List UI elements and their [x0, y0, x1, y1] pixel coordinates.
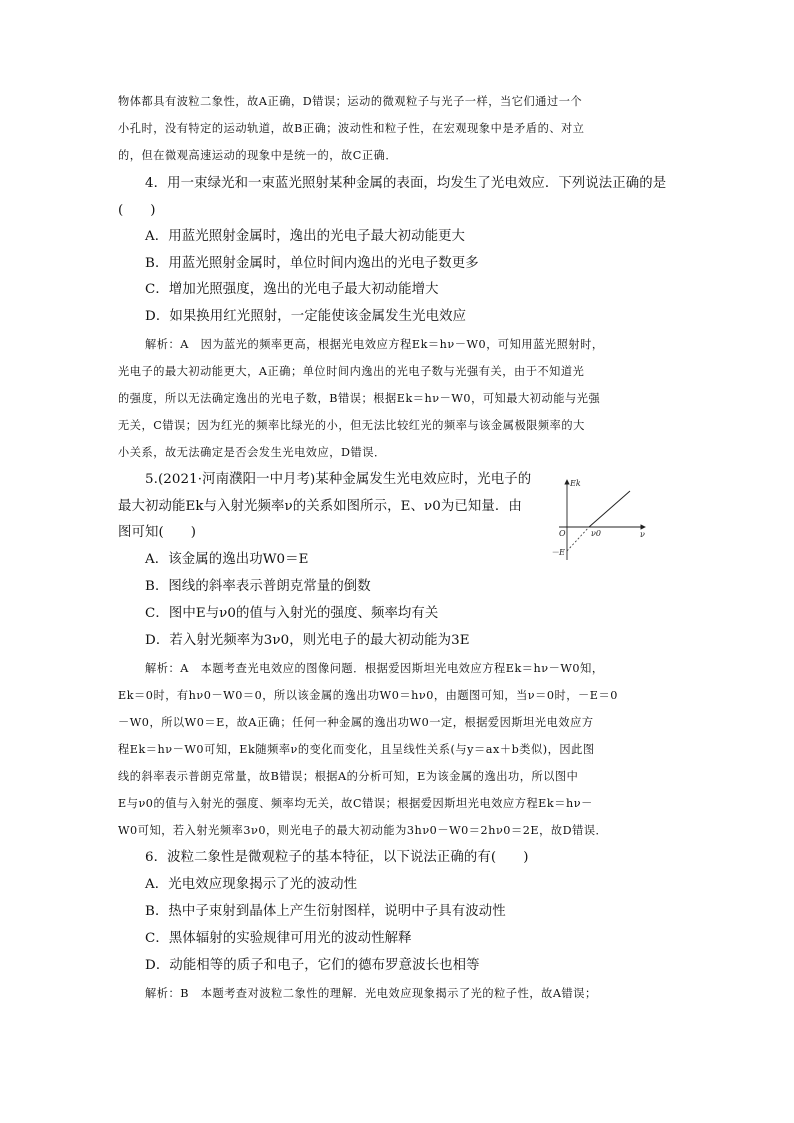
question-5-stem: 5.(2021·河南濮阳一中月考)某种金属发生光电效应时，光电子的 — [145, 472, 532, 487]
ek-line — [589, 491, 630, 527]
question-4-stem: 4．用一束绿光和一束蓝光照射某种金属的表面，均发生了光电效应．下列说法正确的是 — [145, 176, 667, 191]
explanation-line: E与ν0的值与入射光的强度、频率均无关，故C错误；根据爱因斯坦光电效应方程Ek＝hν－ — [118, 797, 593, 810]
option-a: A．光电效应现象揭示了光的波动性 — [145, 877, 358, 892]
explanation-line: 解析：A 因为蓝光的频率更高，根据光电效应方程Ek＝hν－W0，可知用蓝光照射时， — [145, 338, 604, 351]
option-c: C．黑体辐射的实验规律可用光的波动性解释 — [145, 931, 412, 946]
explanation-line: 解析：B 本题考查对波粒二象性的理解．光电效应现象揭示了光的粒子性，故A错误； — [145, 987, 597, 1000]
explanation-line: 小关系，故无法确定是否会发生光电效应，D错误． — [118, 446, 386, 459]
dashed-extension-line — [567, 527, 589, 551]
question-6-stem: 6．波粒二象性是微观粒子的基本特征，以下说法正确的有( ) — [145, 850, 529, 865]
x-axis-label: ν — [640, 530, 645, 539]
question-5-stem: 最大初动能Ek与入射光频率ν的关系如图所示，E、ν0为已知量．由 — [118, 499, 522, 514]
option-a: A．该金属的逸出功W0＝E — [145, 552, 309, 567]
option-d: D．如果换用红光照射，一定能使该金属发生光电效应 — [145, 309, 467, 324]
explanation-line: 程Ek＝hν－W0可知，Ek随频率ν的变化而变化，且呈线性关系(与y＝ax＋b类似)，因此图 — [118, 743, 595, 756]
ek-frequency-graph — [543, 474, 653, 562]
option-b: B．图线的斜率表示普朗克常量的倒数 — [145, 579, 371, 594]
option-a: A．用蓝光照射金属时，逸出的光电子最大初动能更大 — [145, 229, 466, 244]
x-intercept-label: ν0 — [591, 529, 601, 538]
option-b: B．用蓝光照射金属时，单位时间内逸出的光电子数更多 — [145, 256, 479, 271]
explanation-line: 光电子的最大初动能更大，A正确；单位时间内逸出的光电子数与光强有关，由于不知道光 — [118, 365, 585, 378]
explanation-line: 的强度，所以无法确定逸出的光电子数，B错误；根据Ek＝hν－W0，可知最大初动能与光强 — [118, 392, 601, 405]
origin-label: O — [559, 529, 566, 538]
explanation-line: Ek＝0时，有hν0－W0＝0，所以该金属的逸出功W0＝hν0，由题图可知，当ν＝0时，－E＝0 — [118, 689, 618, 702]
option-c: C．增加光照强度，逸出的光电子最大初动能增大 — [145, 282, 439, 297]
option-d: D．动能相等的质子和电子，它们的德布罗意波长也相等 — [145, 958, 480, 973]
question-4-blank: ( ) — [118, 203, 156, 218]
explanation-line: 线的斜率表示普朗克常量，故B错误；根据A的分析可知，E为该金属的逸出功，所以图中 — [118, 770, 579, 783]
question-5-stem: 图可知( ) — [118, 525, 197, 540]
explanation-line: 解析：A 本题考查光电效应的图像问题．根据爱因斯坦光电效应方程Ek＝hν－W0知， — [145, 662, 604, 675]
text-line: 小孔时，没有特定的运动轨道，故B正确；波动性和粒子性，在宏观现象中是矛盾的、对立 — [118, 122, 585, 135]
text-line: 物体都具有波粒二象性，故A正确，D错误；运动的微观粒子与光子一样，当它们通过一个 — [118, 95, 583, 108]
y-intercept-label: －E — [551, 548, 565, 557]
y-axis-label: Ek — [570, 479, 581, 488]
option-d: D．若入射光频率为3ν0，则光电子的最大初动能为3E — [145, 633, 470, 648]
option-b: B．热中子束射到晶体上产生衍射图样，说明中子具有波动性 — [145, 904, 506, 919]
text-line: 的，但在微观高速运动的现象中是统一的，故C正确． — [118, 149, 398, 162]
explanation-line: －W0，所以W0＝E，故A正确；任何一种金属的逸出功W0一定，根据爱因斯坦光电效应方 — [118, 716, 594, 729]
explanation-line: 无关，C错误；因为红光的频率比绿光的小，但无法比较红光的频率与该金属极限频率的大 — [118, 419, 585, 432]
option-c: C．图中E与ν0的值与入射光的强度、频率均有关 — [145, 606, 439, 621]
explanation-line: W0可知，若入射光频率3ν0，则光电子的最大初动能为3hν0－W0＝2hν0＝2E，故D错误． — [118, 824, 608, 837]
